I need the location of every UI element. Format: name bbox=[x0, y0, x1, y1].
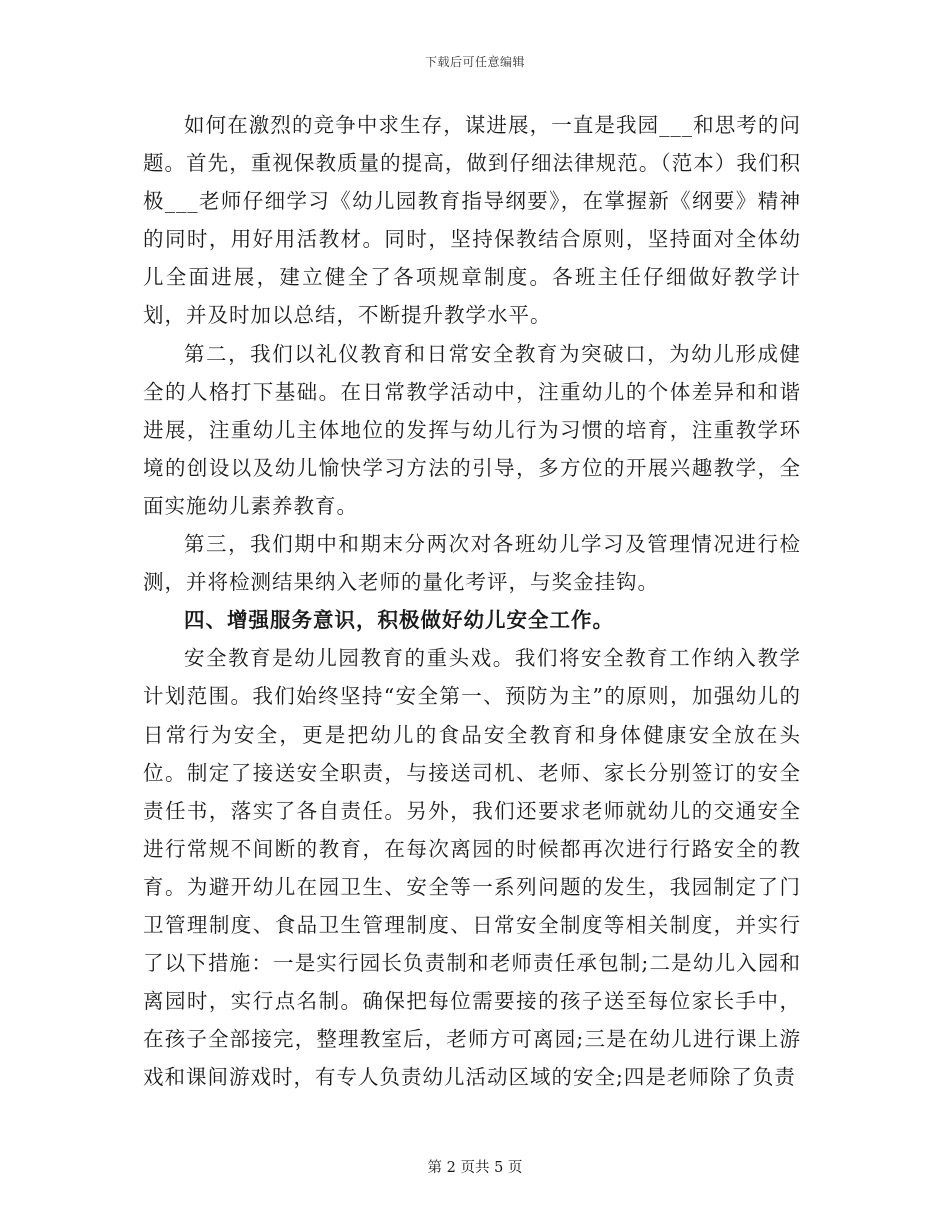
page-footer: 第 2 页共 5 页 bbox=[427, 1160, 523, 1176]
document-body bbox=[143, 106, 801, 1096]
page-header: 下载后可任意编辑 bbox=[424, 55, 525, 69]
paragraph-second: 第二，我们以礼仪教育和日常安全教育为突破口，为幼儿形成健全的人格打下基础。在日常教学活动中，注重幼儿的个体差异和和谐进展，注重幼儿主体地位的发挥与幼儿行为习惯的培育，注重教学环境的创设以及幼儿愉快学习方法的引导，多方位的开展兴趣教学，全面实施幼儿素养教育。 bbox=[143, 341, 801, 518]
section-heading-safety: 四、增强服务意识，积极做好幼儿安全工作。 bbox=[184, 608, 614, 633]
paragraph-competition: 如何在激烈的竞争中求生存，谋进展，一直是我园___和思考的问题。首先，重视保教质量的提高，做到仔细法律规范。（范本）我们积极___老师仔细学习《幼儿园教育指导纲要》，在掌握新《纲要》精神的同时，用好用活教材。同时，坚持保教结合原则，坚持面对全体幼儿全面进展，建立健全了各项规章制度。各班主任仔细做好教学计划，并及时加以总结，不断提升教学水平。 bbox=[143, 113, 801, 328]
paragraph-safety-education: 安全教育是幼儿园教育的重头戏。我们将安全教育工作纳入教学计划范围。我们始终坚持“安全第一、预防为主”的原则，加强幼儿的日常行为安全，更是把幼儿的食品安全教育和身体健康安全放在头位。制定了接送安全职责，与接送司机、老师、家长分别签订的安全责任书，落实了各自责任。另外，我们还要求老师就幼儿的交通安全进行常规不间断的教育，在每次离园的时候都再次进行行路安全的教育。为避开幼儿在园卫生、安全等一系列问题的发生，我园制定了门卫管理制度、食品卫生管理制度、日常安全制度等相关制度，并实行了以下措施：一是实行园长负责制和老师责任承包制;二是幼儿入园和离园时，实行点名制。确保把每位需要接的孩子送至每位家长手中，在孩子全部接完，整理教室后，老师方可离园;三是在幼儿进行课上游戏和课间游戏时，有专人负责幼儿活动区域的安全;四是老师除了负责 bbox=[143, 646, 801, 1090]
paragraph-third: 第三，我们期中和期末分两次对各班幼儿学习及管理情况进行检测，并将检测结果纳入老师的量化考评，与奖金挂钩。 bbox=[143, 532, 801, 595]
